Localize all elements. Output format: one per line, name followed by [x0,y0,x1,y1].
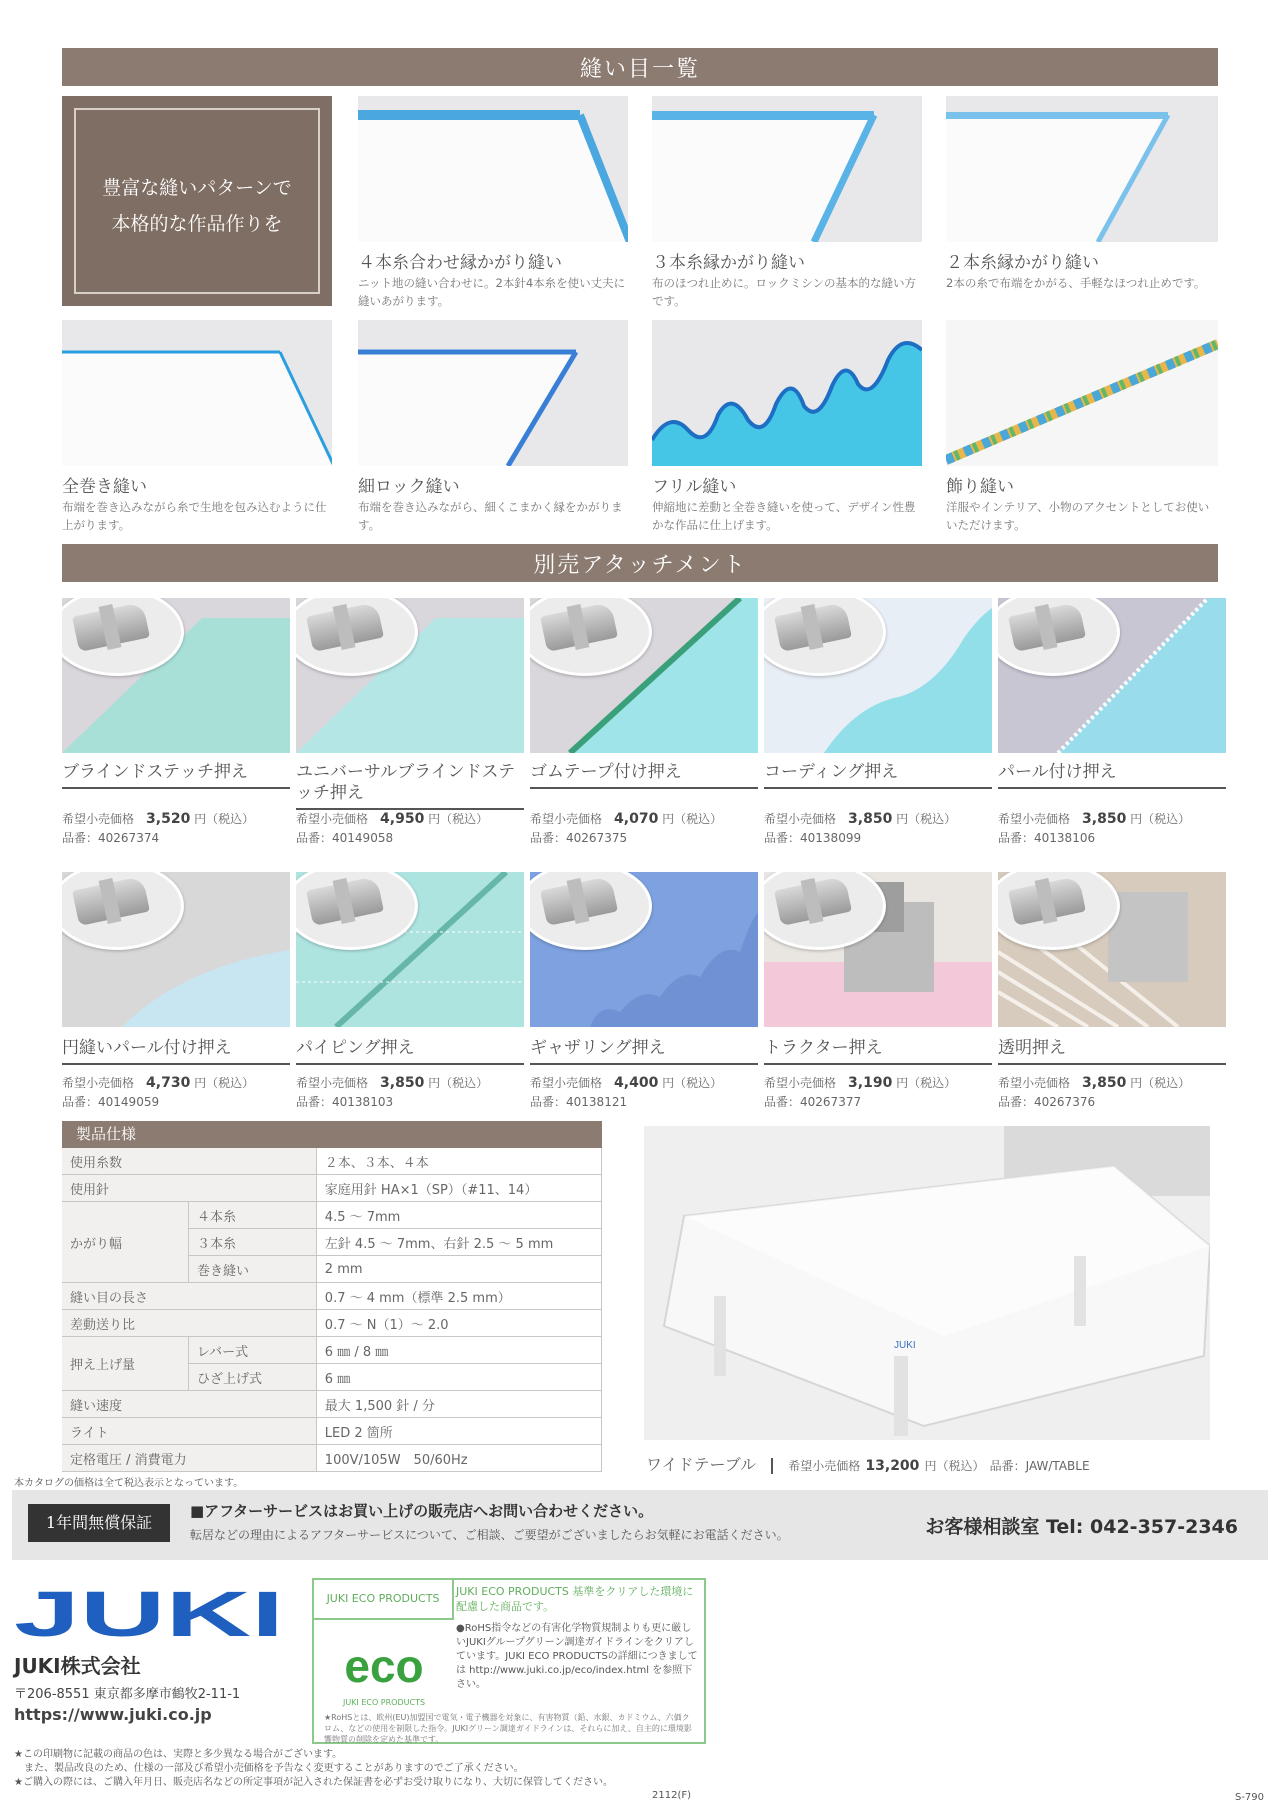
juki-logo [14,1589,288,1641]
stitch-photo-rolled [62,320,332,466]
company-address: 〒206-8551 東京都多摩市鶴牧2-11-1 [14,1687,241,1702]
price-unit: 円（税込） [662,812,723,826]
print-code: 2112(F) [652,1790,692,1801]
attachment-price-3 [530,810,758,848]
stitch-name-1: ４本糸合わせ縁かがり縫い [358,253,562,273]
attachment-photo-1 [62,598,290,753]
stitch-name-3: ２本糸縁かがり縫い [946,253,1099,273]
stitch-name-6: フリル縫い [652,477,737,497]
price-value: 13,200 [865,1458,920,1474]
price-label: 希望小売価格 [530,1076,603,1090]
wide-table-image [644,1126,1210,1440]
stitch-image [946,96,1218,242]
price-value: 4,400 [614,1075,659,1091]
price-value: 3,190 [848,1075,893,1091]
stitch-photo-narrow [358,320,628,466]
code-label: 品番： [62,1095,99,1109]
attachment-photo-5 [998,598,1226,753]
spec-key: 縫い速度 [62,1391,316,1418]
price-label: 希望小売価格 [62,1076,135,1090]
customer-contact: お客様相談室 Tel: 042-357-2346 [925,1516,1238,1538]
eco-logo-sub: JUKI ECO PRODUCTS [342,1698,426,1707]
stitch-image [358,96,628,242]
price-value: 4,070 [614,811,659,827]
stitch-desc-5: 布端を巻き込みながら、細くこまかく縁をかがります。 [358,500,623,532]
spec-value: ２本、３本、４本 [316,1148,601,1175]
wide-table-name: ワイドテーブル [646,1455,757,1474]
stitch-photo-4thread [358,96,628,242]
code-label: 品番： [530,1095,567,1109]
attachment-name-3: ゴムテープ付け押え [530,762,758,789]
spec-table [62,1148,602,1472]
stitch-image [62,320,332,466]
spec-value: 左針 4.5 ～ 7mm、右針 2.5 ～ 5 mm [316,1229,601,1256]
price-label: 希望小売価格 [296,1076,369,1090]
price-unit: 円（税込） [1130,812,1191,826]
code-label: 品番： [62,831,99,845]
price-unit: 円（税込） [194,1076,255,1090]
spec-header: 製品仕様 [62,1121,602,1148]
price-value: 3,850 [380,1075,425,1091]
product-code: 40149058 [332,831,394,845]
price-unit: 円（税込） [662,1076,723,1090]
price-unit: 円（税込） [896,812,957,826]
attachment-name-4: コーディング押え [764,762,992,789]
price-label: 希望小売価格 [296,812,369,826]
spec-value: 100V/105W 50/60Hz [316,1445,601,1472]
price-label: 希望小売価格 [998,1076,1071,1090]
price-value: 3,520 [146,811,191,827]
stitch-image [652,320,922,466]
price-label: 希望小売価格 [764,1076,837,1090]
code-label: 品番： [998,831,1035,845]
price-unit: 円（税込） [428,812,489,826]
attachment-price-6 [62,1074,290,1112]
attachment-name-1: ブラインドステッチ押え [62,762,290,789]
stitch-name-2: ３本糸縁かがり縫い [652,253,805,273]
stitch-image [358,320,628,466]
stitch-photo-frill [652,320,922,466]
company-name: JUKI株式会社 [14,1654,141,1678]
stitch-desc-4: 布端を巻き込みながら糸で生地を包み込むように仕上がります。 [62,500,327,532]
spec-key: 使用針 [62,1175,316,1202]
price-unit: 円（税込） [1130,1076,1191,1090]
spec-subkey: ひざ上げ式 [189,1364,317,1391]
price-value: 4,950 [380,811,425,827]
stitch-image [652,96,922,242]
price-label: 希望小売価格 [998,812,1071,826]
code-label: 品番： [764,1095,801,1109]
section-header-stitches [62,48,1218,86]
stitch-desc-7: 洋服やインテリア、小物のアクセントとしてお使いいただけます。 [946,500,1210,532]
spec-key: 使用糸数 [62,1148,316,1175]
footnote-3: ★ご購入の際には、ご購入年月日、販売店名などの所定事項が記入された保証書を必ずお受け取りになり、大切に保管してください。 [14,1777,613,1788]
attachment-photo-2 [296,598,524,753]
spec-key: ライト [62,1418,316,1445]
spec-value: 0.7 ～ N（1）～ 2.0 [316,1310,601,1337]
price-unit: 円（税込） [924,1459,985,1473]
attachment-photo-4 [764,598,992,753]
intro-line-2: 本格的な作品作りを [111,213,283,235]
after-service-band [12,1490,1268,1560]
code-label: 品番： [296,831,333,845]
price-value: 3,850 [848,811,893,827]
attachment-price-8 [530,1074,758,1112]
spec-key: 縫い目の長さ [62,1283,316,1310]
attachment-name-2: ユニバーサルブラインドステッチ押え [296,762,524,810]
attachment-name-8: ギャザリング押え [530,1038,758,1065]
attachment-photo-6 [62,872,290,1027]
section-title: 別売アタッチメント [533,552,747,578]
service-line-1: ■アフターサービスはお買い上げの販売店へお問い合わせください。 [190,1502,654,1520]
spec-value: LED 2 箇所 [316,1418,601,1445]
product-code: 40138099 [800,831,862,845]
stitch-desc-1: ニット地の縫い合わせに。2本針4本糸を使い丈夫に縫いあがります。 [358,276,626,308]
attachment-price-7 [296,1074,524,1112]
spec-key: かがり幅 [62,1202,189,1283]
attachment-price-2 [296,810,524,848]
price-value: 3,850 [1082,811,1127,827]
attachment-photo-3 [530,598,758,753]
stitch-desc-2: 布のほつれ止めに。ロックミシンの基本的な縫い方です。 [652,276,916,308]
spec-value: 4.5 ～ 7mm [316,1202,601,1229]
spec-value: 最大 1,500 針 / 分 [316,1391,601,1418]
product-code: 40267377 [800,1095,862,1109]
price-unit: 円（税込） [428,1076,489,1090]
attachment-photo-9 [764,872,992,1027]
attachment-price-9 [764,1074,992,1112]
product-code: 40138106 [1034,831,1096,845]
attachment-price-10 [998,1074,1226,1112]
stitch-name-5: 細ロック縫い [358,477,460,497]
company-url[interactable]: https://www.juki.co.jp [14,1705,212,1724]
spec-value: 6 ㎜ [316,1364,601,1391]
attachment-price-1 [62,810,290,848]
wide-table-photo [644,1126,1210,1440]
price-unit: 円（税込） [896,1076,957,1090]
eco-logo-icon [334,1636,434,1696]
product-code: 40149059 [98,1095,160,1109]
product-code: 品番：JAW/TABLE [989,1459,1090,1473]
warranty-badge: 1年間無償保証 [28,1504,170,1542]
eco-note: ★RoHSとは、欧州(EU)加盟国で電気・電子機器を対象に、有害物質（鉛、水銀、カドミウム、六価クロム、などの使用を制限した指令。JUKIグリーン調達ガイドラインは、それらに加え、自主的に環境影響物質の削除を定めた基準です。 [324,1713,692,1744]
spec-subkey: ３本糸 [189,1229,317,1256]
spec-value: 0.7 ～ 4 mm（標準 2.5 mm） [316,1283,601,1310]
product-code: 40267374 [98,831,160,845]
spec-value: 家庭用針 HA×1（SP）（#11、14） [316,1175,601,1202]
spec-key: 押え上げ量 [62,1337,189,1391]
product-code: 40267375 [566,831,628,845]
stitch-desc-6: 伸縮地に差動と全巻き縫いを使って、デザイン性豊かな作品に仕上げます。 [652,500,916,532]
price-label: 希望小売価格 [530,812,603,826]
code-label: 品番： [998,1095,1035,1109]
attachment-name-5: パール付け押え [998,762,1226,789]
spec-key: 差動送り比 [62,1310,316,1337]
stitch-photo-3thread [652,96,922,242]
eco-products-box [312,1578,706,1744]
table-brand-mark: JUKI [894,1340,916,1351]
stitch-photo-decorative [946,320,1218,466]
attachment-name-9: トラクター押え [764,1038,992,1065]
spec-value: 2 mm [316,1256,601,1283]
price-label: 希望小売価格 [62,812,135,826]
footnote-1: ★この印刷物に記載の商品の色は、実際と多少異なる場合がございます。 [14,1749,343,1760]
product-code: 40267376 [1034,1095,1096,1109]
stitch-desc-3: 2本の糸で布端をかがる、手軽なほつれ止めです。 [946,276,1206,290]
footnote-2: また、製品改良のため、仕様の一部及び希望小売価格を予告なく変更することがありますのでご了承ください。 [14,1763,524,1774]
price-value: 3,850 [1082,1075,1127,1091]
code-label: 品番： [296,1095,333,1109]
attachment-photo-10 [998,872,1226,1027]
attachment-photo-7 [296,872,524,1027]
eco-header: JUKI ECO PRODUCTS 基準をクリアした環境に配慮した商品です。 [456,1585,694,1613]
intro-line-1: 豊富な縫いパターンで [102,177,292,199]
catalog-code: S-790 [1234,1792,1264,1803]
price-value: 4,730 [146,1075,191,1091]
attachment-price-5 [998,810,1226,848]
price-note: 本カタログの価格は全て税込表示となっています。 [14,1478,244,1489]
eco-logo-text: eco [344,1640,424,1692]
price-unit: 円（税込） [194,812,255,826]
spec-subkey: 巻き縫い [189,1256,317,1283]
product-code: 40138121 [566,1095,628,1109]
attachment-name-6: 円縫いパール付け押え [62,1038,290,1065]
stitch-name-4: 全巻き縫い [62,477,147,497]
intro-tile [62,96,332,306]
intro-text [62,170,332,242]
price-label: 希望小売価格 [764,812,837,826]
code-label: 品番： [530,831,567,845]
stitch-image [946,320,1218,466]
stitch-photo-2thread [946,96,1218,242]
wide-table-caption [646,1452,1090,1475]
price-label: 希望小売価格 [788,1459,861,1473]
stitch-name-7: 飾り縫い [946,477,1014,497]
section-title: 縫い目一覧 [579,56,700,82]
product-code: 40138103 [332,1095,394,1109]
attachment-price-4 [764,810,992,848]
spec-key: 定格電圧 / 消費電力 [62,1445,316,1472]
spec-subkey: レバー式 [189,1337,317,1364]
code-label: 品番： [764,831,801,845]
attachment-photo-8 [530,872,758,1027]
eco-label: JUKI ECO PRODUCTS [314,1580,454,1620]
divider [771,1458,773,1474]
eco-body: ●RoHS指令などの有害化学物質規制よりも更に厳しいJUKIグループグリーン調達ガイドラインをクリアしています。JUKI ECO PRODUCTSの詳細につきましては http://www.juki.co.jp/eco/index.html を参照下さい。 [456,1623,698,1690]
service-line-2: 転居などの理由によるアフターサービスについて、ご相談、ご要望がございましたらお気軽にお電話ください。 [190,1528,789,1542]
spec-subkey: ４本糸 [189,1202,317,1229]
spec-value: 6 ㎜ / 8 ㎜ [316,1337,601,1364]
section-header-attachments [62,544,1218,582]
attachment-name-7: パイピング押え [296,1038,524,1065]
attachment-name-10: 透明押え [998,1038,1226,1065]
logo-text: JUKI [14,1589,284,1641]
